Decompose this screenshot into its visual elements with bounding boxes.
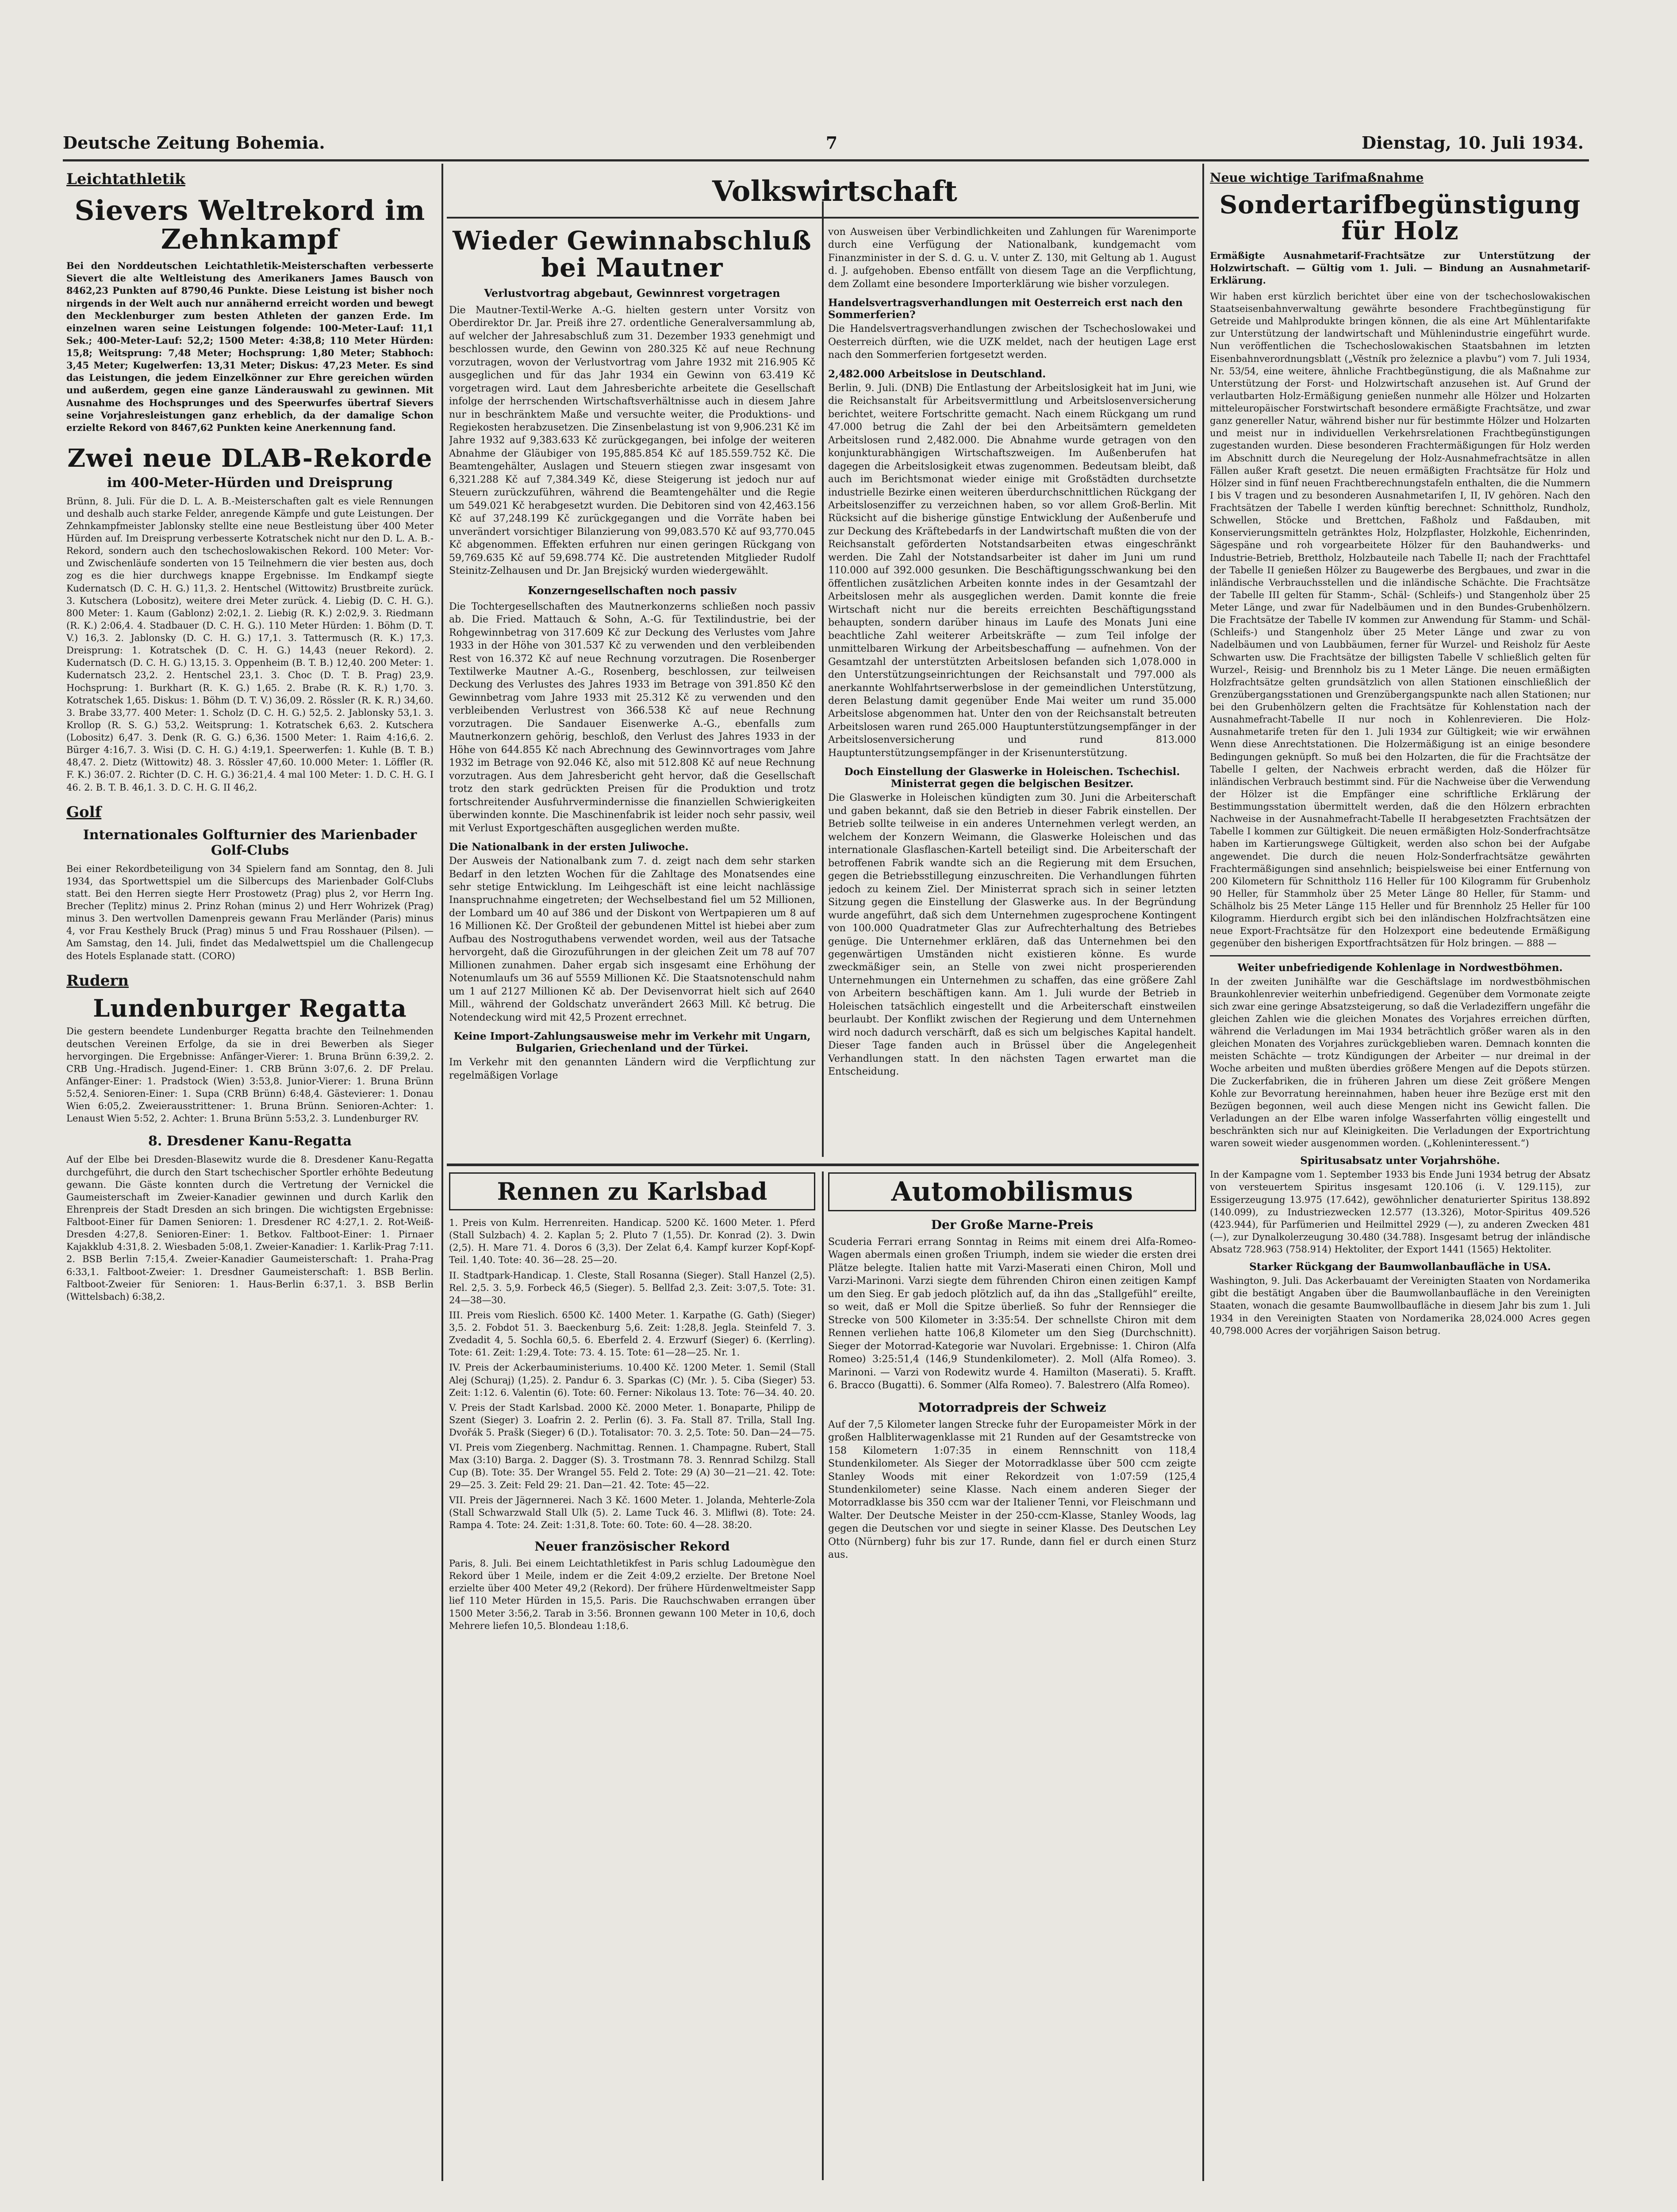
issue-date: Dienstag, 10. Juli 1934.: [1362, 133, 1584, 153]
headline-dlab-records: Zwei neue DLAB-Rekorde: [67, 443, 433, 473]
column-economy-right: [828, 226, 1196, 1159]
article-coal: In der zweiten Junihälfte war die Geschäftslage im nordwestböhmischen Braunkohlenrevier weiterhin unbefriedigend. Gegenüber dem Vormonate zeigte sich zwar eine geringe Absatzsteigerung, so daß die Verladeziffern ungefähr die gleichen Zahlen wie die gleichen Monates des Vorjahres erreichen dürften, während die Verladungen im Mai 1934 beträchtlich größer waren als in den gleichen Monaten des Vorjahres zurückgeblieben waren. Demnach konnten die meisten Schächte — trotz Kündigungen der Arbeiter — nur dreimal in der Woche arbeiten und mußten überdies größere Mengen auf die Depots stürzen. Die Zuckerfabriken, die in früheren Jahren um diese Zeit größere Mengen Kohle zur Bevorratung hereinnahmen, haben heuer ihre Bezüge erst mit den Bezügen begonnen, weil auch diese Mengen nicht ins Gewicht fallen. Die Verladungen an der Elbe waren infolge Wasserfahrten völlig eingestellt und beschränkten sich nur auf Kleinigkeiten. Die Verladungen der Exportrichtung waren soweit wieder ausgenommen worden. („Kohleninteressent.“): [1210, 976, 1590, 1149]
race-5: V. Preis der Stadt Karlsbad. 2000 Kč. 2000 Meter. 1. Bonaparte, Philipp de Szent (Sieger) 3. Loafrin 2. 2. Perlin (6). 3. Fa. Stall 87. Trilla, Stall Ing. Dvořák 5. Prašk (Sieger) 6 (D.). Totalisator: 70. 3. 2,5. Tote: 50. Dan—24—75.: [449, 1402, 815, 1438]
article-mautner: Die Mautner-Textil-Werke A.-G. hielten gestern unter Vorsitz von Oberdirektor Dr. Jar. Preiß ihre 27. ordentliche Generalversammlung ab, auf welcher der Jahresabschluß zum 31. Dezember 1933 genehmigt und beschlossen wurde, den Gewinn von 280.325 Kč auf neue Rechnung vorzutragen, wovon der Verlustvortrag vom Jahre 1932 mit 216.905 Kč ausgeglichen und für das Jahr 1934 ein Gewinn von 63.419 Kč vorgetragen wird. Laut dem Jahresberichte arbeitete die Gesellschaft infolge der herrschenden Wirtschaftsverhältnisse auch in diesem Jahre nur in beschränktem Maße und versuchte weiter, die Produktions- und Regiekosten herabzusetzen. Die Zinsenbelastung ist von 9,906.231 Kč im Jahre 1932 auf 9,383.633 Kč zurückgegangen, bei infolge der weiteren Abnahme der Gläubiger von 195,885.854 Kč auf 185.559.752 Kč. Die Beamtengehälter, Auslagen und Steuern stiegen zwar insgesamt von 6,321.288 Kč auf 7,384.349 Kč, diese Steigerung ist jedoch nur auf Steuern zurückzuführen, während die Beamtengehälter und die Regie um 549.021 Kč herabgesetzt wurden. Die Debitoren sind von 42,463.156 Kč auf 37,248.199 Kč zurückgegangen und die Vorräte haben bei unverändert vorsichtiger Bilanzierung von 99,083.570 Kč auf 93,770.045 Kč abgenommen. Effekten erfuhren nur einen geringen Rückgang von 59,769.635 Kč auf 59,698.774 Kč. Die austretenden Mitglieder Rudolf Steinitz-Zelhausen und Dr. Jan Brejsický wurden wiedergewählt.: [449, 304, 815, 577]
banner-motoring: Automobilismus: [828, 1172, 1196, 1211]
article-austria: Die Handelsvertragsverhandlungen zwischen der Tschechoslowakei und Oesterreich dürften, wie die UZK meldet, nach der heutigen Lage erst nach den Sommerferien fortgesetzt werden.: [828, 323, 1196, 361]
subhead-unemployed: 2,482.000 Arbeitslose in Deutschland.: [828, 368, 1046, 380]
column4-divider: [1210, 955, 1590, 956]
article-timber-tariff: Wir haben erst kürzlich berichtet über eine von der tschechoslowakischen Staatseisenbahnverwaltung gewährte besondere Frachtbegünstigung für Getreide und Mahlprodukte bringen können, die als eine Art Mühlentarifakte zur Unterstützung der landwirtschaft und Mühlenindustrie eingeführt wurde. Nun veröffentlichen die Tschechoslowakischen Staatsbahnen im letzten Eisenbahnverordnungsblatt („Věstník pro železnice a plavbu“) vom 7. Juli 1934, Nr. 53/54, eine weitere, ähnliche Frachtbegünstigung, die als Maßnahme zur Unterstützung der Forst- und Holzwirtschaft anzusehen ist. Auf Grund der verlautbarten Holz-Ermäßigung genießen nunmehr alle Hölzer und Holzarten mitteleuropäischer Forstwirtschaft besondere ermäßigte Frachtsätze, und zwar ganz genereller Natur, während bisher nur für bestimmte Hölzer und Holzarten und meist nur in individuellen Verkehrsrelationen Frachtbegünstigungen zugestanden wurden. Diese besonderen Frachtermäßigungen für Holz werden im Abschnitt durch die Neuregelung der Holz-Ausnahmefrachtsätze in allen Fällen außer Kraft gesetzt. Die neuen ermäßigten Frachtsätze für Holz und Hölzer sind in fünf neuen Frachtberechnungstafeln enthalten, die die Nummern I bis V tragen und zu besonderen Ausnahmetarifen I, II, IV gehören. Nach den Frachtsätzen der Tabelle I werden künftig berechnet: Schnittholz, Rundholz, Schwellen, Stöcke und Brettchen, Faßholz und Faßdauben, mit Konservierungsmitteln getränktes Holz, Holzpflaster, Holzkohle, Eichenrinden, Sägespäne und roh vorgearbeitete Hölzer für den Bauhandwerks- und Industrie-Betrieb, Brettholz, Holzbauteile nach Tabelle II; nach der Frachttafel der Tabelle II genießen Hölzer zu Baugewerbe des Bergbaues, und zwar in die inländische Verbrauchsstellen und die inländische Schächte. Die Frachtsätze der Tabelle III gelten für Stamm-, Schäl- (Schleifs-) und Stangenholz über 25 Meter Länge, und zwar für Nadelbäumen und in den Bundes-Grubenhölzern. Die Frachtsätze der Tabelle IV kommen zur Anwendung für Stamm- und Schäl- (Schleifs-) und Stangenholz über 25 Meter Länge und zwar zu von Nadelbäumen und von Laubbäumen, ferner für Wurzel- und Reisholz für Aeste Schwarten usw. Die Frachtsätze der billigsten Tabelle V schließlich gelten für Wurzel-, Reisig- und Brennholz bis zu 1 Meter Länge. Die neuen ermäßigten Holzfrachtsätze gelten grundsätzlich von allen Stationen einschließlich der Grenzübergangsstationen und Grenzübergangspunkte nach allen Stationen; nur bei den Grubenhölzern gelten die Frachtsätze für Kohlenstation nach der Ausnahmefracht-Tabelle II nur noch in Kohlenrevieren. Die Holz-Ausnahmetarife treten für den 1. Juli 1934 zur Gültigkeit; wie wir erwähnen Wenn diese Anrechtstationen. Die Holzermäßigung ist an einige besondere Bedingungen geknüpft. So muß bei den Holzarten, die für die Frachtsätze der Tabelle I gelten, der Nachweis erbracht werden, daß die Hölzer für inländischen Verbrauch bestimmt sind. Für die Nachweise über die Verwendung der Hölzer ist die Empfänger eine schriftliche Erklärung der Bestimmungsstation übermittelt werden, daß die den Hölzern erbrachten Nachweise in der Ausnahmefracht-Tabelle II herabgesetzten Frachtsätzen der Tabelle I kommen zur Gültigkeit. Die neuen ermäßigten Holz-Sonderfrachtsätze haben im Kartierungswege Gültigkeit, werden also schon bei der Aufgabe angewendet. Die durch die neuen Holz-Sonderfrachtsätze gewährten Frachtermäßigungen sind ansehnlich; beispielsweise bei einer Entfernung von 200 Kilometern für Schnittholz 116 Heller für 100 Kilogramm für Grubenholz 90 Heller, für Stammholz über 25 Meter Länge 80 Heller, für Stamm- und Schälholz bis 25 Meter Länge 115 Heller und für Brennholz 25 Heller für 100 Kilogramm. Hierdurch ergibt sich bei den inländischen Holzfrachtsätzen eine neue Export-Frachtsätze für den Holzexport eine bedeutende Ermäßigung gegenüber den bisherigen Exportfrachtsätzen für Holz bringen. — 888 —: [1210, 291, 1590, 949]
subhead-glassworks: Doch Einstellung der Glaswerke in Holeischen. Tschechisl. Ministerrat gegen die belgischen Besitzer.: [844, 766, 1180, 790]
article-glassworks: Die Glaswerke in Holeischen kündigten zum 30. Juni die Arbeiterschaft und gaben bekannt, daß sie den Betrieb in dieser Fabrik einstellen. Der Betrieb sollte teilweise in ein anderes Unternehmen verlegt werden, an welchem der Konzern Weimann, die Glaswerke Holeischen und das internationale Glasflaschen-Kartell beteiligt sind. Die Arbeiterschaft der betroffenen Fabrik wandte sich an die Regierung mit dem Ersuchen, gegen die Betriebsstillegung einzuschreiten. Die Verhandlungen führten jedoch zu keinem Ziel. Der Ministerrat sprach sich in seiner letzten Sitzung gegen die Einstellung der Glaswerke aus. In der Begründung wurde angeführt, daß sich dem Unternehmen zugesprochene Kontingent von 100.000 Quadratmeter Glas zur Aufrechterhaltung des Betriebes genüge. Die Unternehmer erklären, daß das Unternehmen bei den gegenwärtigen Umständen nicht existieren könne. Es wurde zweckmäßiger sein, an Stelle von zwei nicht prosperierenden Unternehmungen ein Unternehmen zu schaffen, das eine größere Zahl von Arbeitern beschäftigen kann. Am 1. Juli wurde der Betrieb in Holeischen tatsächlich eingestellt und die Arbeiterschaft einstweilen beurlaubt. Der Konflikt zwischen der Regierung und dem Unternehmen wird noch dadurch verschärft, daß es sich um belgisches Kapital handelt. Dieser Tage fanden auch in Brüssel über die Angelegenheit Verhandlungen statt. In den nächsten Tagen erwartet man die Entscheidung.: [828, 792, 1196, 1078]
article-import-cont: von Ausweisen über Verbindlichkeiten und Zahlungen für Warenimporte durch eine Verfügung der Nationalbank, kundgemacht vom Finanzminister in der S. d. G. u. V. unter Z. 130, mit Geltung ab 1. August d. J. aufgehoben. Ebenso entfällt von diesem Tage an die Verpflichtung, dem Zollamt eine besondere Importerklärung wie bisher vorzulegen.: [828, 227, 1196, 290]
race-4: IV. Preis der Ackerbauministeriums. 10.400 Kč. 1200 Meter. 1. Semil (Stall Alej (Schuraj) (1,25). 2. Pandur 6. 3. Sparkas (C) (Mr. ). 5. Ciba (Sieger) 53. Zeit: 1:12. 6. Valentin (6). Tote: 60. Ferner: Nikolaus 13. Tote: 76—34. 40. 20.: [449, 1362, 815, 1398]
article-unemployed: Berlin, 9. Juli. (DNB) Die Entlastung der Arbeitslosigkeit hat im Juni, wie die Reichsanstalt für Arbeitsvermittlung und Arbeitslosenversicherung berichtet, weitere Fortschritte gemacht. Nach einem Rückgang um rund 47.000 betrug die Zahl der bei den Arbeitsämtern gemeldeten Arbeitslosen rund 2,482.000. Die Abnahme wurde getragen von den konjunkturabhängigen Wirtschaftszweigen. Im Außenberufen hat dagegen die Arbeitslosigkeit etwas zugenommen. Bedeutsam bleibt, daß auch im Berichtsmonat wieder einige mit Großstädten durchsetzte industrielle Bezirke einen weiteren überdurchschnittlichen Rückgang der Arbeitslosenziffer zu verzeichnen haben, so vor allem Groß-Berlin. Mit Rücksicht auf die bisherige günstige Entwicklung der Außenberufe und zur Deckung des Kräftebedarfs in der Landwirtschaft mußten die von der Reichsanstalt geförderten Notstandsarbeiten etwas eingeschränkt werden. Die Zahl der Notstandsarbeiter ist daher im Juni um rund 110.000 auf 392.000 gesunken. Die Beschäftigungsschwankung bei den öffentlichen zusätzlichen Arbeiten konnte indes in der Gesamtzahl der Arbeitslosen mehr als ausgeglichen werden. Damit konnte die freie Wirtschaft nicht nur die bereits erreichten Beschäftigungsstand behaupten, sondern darüber hinaus im Laufe des Monats Juni eine beachtliche Zahl weiterer Arbeitskräfte — zum Teil infolge der unmittelbaren Wirkung der Arbeitsbeschaffung — aufnehmen. Von der Gesamtzahl der unterstützten Arbeitslosen befanden sich 1,078.000 in den Unterstützungseinrichtungen der Reichsanstalt und 797.000 als anerkannte Wohlfahrtserwerbslose in der gemeindlichen Unterstützung, deren Belastung damit gegenüber Ende Mai weiter um rund 35.000 Arbeitslose abgenommen hat. Unter den von der Reichsanstalt betreuten Arbeitslosen waren rund 265.000 Hauptunterstützungsempfänger in der Arbeitslosenversicherung und rund 813.000 Hauptunterstützungsempfänger in der Krisenunterstützung.: [828, 382, 1196, 759]
lead-timber-tariff: Ermäßigte Ausnahmetarif-Frachtsätze zur Unterstützung der Holzwirtschaft. — Gültig vom 1. Juli. — Bindung an Ausnahmetarif-Erklärung.: [1210, 250, 1590, 286]
article-french-record: Paris, 8. Juli. Bei einem Leichtathletikfest in Paris schlug Ladoumègue den Rekord über 1 Meile, indem er die Zeit 4:09,2 erzielte. Der Bretone Noel erzielte über 400 Meter 49,2 (Rekord). Der frühere Hürdenweltmeister Sapp lief 110 Meter Hürden in 15,5. Paris. Die Rauchschwaben errangen über 1500 Meter 3:56,2. Tarab in 3:56. Bronnen gewann 100 Meter in 10,6, doch Mehrere liefen 10,5. Blondeau 1:18,6.: [449, 1558, 815, 1631]
article-swiss-motorcycle: Auf der 7,5 Kilometer langen Strecke fuhr der Europameister Mörk in der großen Halbliterwagenklasse mit 21 Runden auf der Gesamtstrecke von 158 Kilometern 1:07:35 in einem Rennschnitt von 118,4 Stundenkilometer. Als Sieger der Motorradklasse über 500 ccm zeigte Stanley Woods mit einer Rekordzeit von 1:07:59 (125,4 Stundenkilometer) seine Klasse. Nach einem anderen Sieger der Motorradklasse bis 350 ccm war der Italiener Tenni, vor Fleischmann und Walter. Der Deutsche Meister in der 250-ccm-Klasse, Stanley Woods, lag gegen die Deutschen vor und siegte in seiner Klasse. Des Deutschen Ley Otto (Nürnberg) fuhr bis zur 17. Runde, dann fiel er durch einen Sturz aus.: [828, 1419, 1196, 1561]
article-import: Im Verkehr mit den genannten Ländern wird die Verpflichtung zur regelmäßigen Vorlage: [449, 1057, 815, 1081]
article-canoe: Auf der Elbe bei Dresden-Blasewitz wurde die 8. Dresdener Kanu-Regatta durchgeführt, die durch den Start tschechischer Sportler erhöhte Bedeutung gewann. Die Gäste konnten durch die Vertretung der Vernickel die Gaumeisterschaft im Zweier-Kanadier gewinnen und durch Karlik den Ehrenpreis der Stadt Dresden an sich bringen. Die wichtigsten Ergebnisse: Faltboot-Einer für Damen Senioren: 1. Dresdener RC 4:27,1. 2. Rot-Weiß-Dresden 4:27,8. Senioren-Einer: 1. Betkov. Faltboot-Einer: 1. Pirnaer Kajakklub 4:31,8. 2. Wiesbaden 5:08,1. Zweier-Kanadier: 1. Karlik-Prag 7:11. 2. BSB Berlin 7:15,4. Zweier-Kanadier Gaumeisterschaft: 1. Praha-Prag 6:33,1. Faltboot-Zweier: 1. Dresdner Gaumeisterschaft: 1. BSB Berlin. Faltboot-Zweier für Senioren: 1. Haus-Berlin 6:37,1. 3. BSB Berlin (Wittelsbach) 6:38,2.: [66, 1154, 434, 1302]
headline-marne: Der Große Marne-Preis: [931, 1217, 1094, 1232]
column-economy-left: [449, 226, 815, 1159]
headline-sievers: Sievers Weltrekord im Zehnkampf: [74, 194, 426, 256]
race-3: III. Preis vom Rieslich. 6500 Kč. 1400 Meter. 1. Karpathe (G. Gath) (Sieger) 3,5. 2. Fobdot 51. 3. Baeckenburg 5,6. Zeit: 1:28,8. Jegla. Steinfeld 7. 3. Zvedadit 4, 5. Sochla 60,5. 6. Eberfeld 2. 4. Erzwurf (Sieger) 6. (Kerrling). Tote: 61. Zeit: 1:29,4. Tote: 73. 4. 15. Tote: 61—28—25. Nr. 1.: [449, 1310, 815, 1358]
subhead-nationalbank: Die Nationalbank in der ersten Juliwoche.: [449, 841, 689, 853]
section-label-rowing: Rudern: [66, 972, 129, 990]
article-spirits: In der Kampagne vom 1. September 1933 bis Ende Juni 1934 betrug der Absatz von versteuertem Spiritus insgesamt 120.106 (i. V. 129.115), zur Essigerzeugung 13.975 (17.642), gewöhnlicher denaturierter Spiritus 138.892 (140.099), zu Industriezwecken 12.577 (13.326), Motor-Spiritus 409.526 (423.944), für Parfümerien und Heilmittel 2929 (—), zu anderen Zwecken 481 (—), zur Dynalkolerzeugung 30.480 (34.788). Insgesamt betrug der inländische Absatz 728.963 (758.914) Hektoliter, der Export 1441 (1565) Hektoliter.: [1210, 1169, 1590, 1255]
race-1: 1. Preis von Kulm. Herrenreiten. Handicap. 5200 Kč. 1600 Meter. 1. Pferd (Stall Sulzbach) 4. 2. Kaplan 5; 2. Pluto 7 (1,55). Dr. Konrad (2). 3. Dwin (2,5). H. Mare 71. 4. Doros 6 (3,3). Der Zelat 6,4. Kampf kurzer Kopf-Kopf-Teil. 1,40. Tote: 40. 36—28. 25—20.: [449, 1217, 815, 1266]
article-marne: Scuderia Ferrari errang Sonntag in Reims mit einem drei Alfa-Romeo-Wagen abermals einen großen Triumph, indem sie wieder die ersten drei Plätze belegte. Italien hatte mit Varzi-Maserati einen Chiron, Moll und Varzi-Marinoni. Varzi siegte dem führenden Chiron einen zeitigen Kampf um den Sieg. Er gab jedoch plötzlich auf, da ihn das „Stallgefühl“ ereilte, so weit, daß er Moll die Spitze überließ. So fuhr der Rennsieger die Strecke von 500 Kilometer in 3:35:54. Der schnellste Chiron mit dem Rennen verliehen hatte 106,8 Kilometer um den Sieg (Durchschnitt). Sieger der Motorrad-Kategorie war Nuvolari. Ergebnisse: 1. Chiron (Alfa Romeo) 3:25:51,4 (146,9 Stundenkilometer). 2. Moll (Alfa Romeo). 3. Marinoni. — Varzi von Rodewitz wurde 4. Hamilton (Maserati). 5. Krafft. 6. Bracco (Bugatti). 6. Sommer (Alfa Romeo). 7. Balestrero (Alfa Romeo).: [828, 1237, 1196, 1391]
subhead-coal: Weiter unbefriedigende Kohlenlage in Nordwestböhmen.: [1237, 961, 1563, 974]
section-label-tariff: Neue wichtige Tarifmaßnahme: [1210, 170, 1424, 185]
column-motoring: [828, 1172, 1196, 2177]
headline-golf: Internationales Golfturnier des Marienbader Golf-Clubs: [83, 827, 417, 858]
race-2: II. Stadtpark-Handicap. 1. Cleste, Stall Rosanna (Sieger). Stall Hanzel (2,5). Rel. 2,5. 3. 5,9. Forbeck 46,5 (Sieger). 5. Bellfad 2,3. Zeit: 3:07,5. Tote: 31. 24—38—30.: [449, 1270, 815, 1306]
column-rule-1: [441, 164, 443, 2181]
race-6: VI. Preis vom Ziegenberg. Nachmittag. Rennen. 1. Champagne. Rubert, Stall Max (3:10) Barga. 2. Dagger (S). 3. Trostmann 78. 3. Rennrad Schilzg. Stall Cup (B). Tote: 35. Der Wrangel 55. Feld 2. Tote: 29 (A) 30—21—21. 42. Tote: 29—25. 3. Zeit: Feld 29: 21. Dan—21. 42. Tote: 45—22.: [449, 1442, 815, 1490]
article-dlab: Brünn, 8. Juli. Für die D. L. A. B.-Meisterschaften galt es viele Rennungen und deshalb auch starke Felder, anregende Kämpfe und gute Leistungen. Der Zehnkampfmeister Jablonsky stellte eine neue Bestleistung über 400 Meter Hürden auf. Im Dreisprung verbesserte Kotratschek nicht nur den D. L. A. B.-Rekord, sondern auch den tschechoslowakischen Rekord. 100 Meter: Vor- und Zwischenläufe sonderten von 15 Teilnehmern die vier besten aus, doch zog es die hier durchwegs knappe Ergebnisse. Im Endkampf siegte Kudernatsch (D. C. H. G.) 11,3. 2. Hentschel (Wittowitz) Brustbreite zurück. 3. Kutschera (Lobositz), weitere drei Meter zurück. 4. Liebig (D. C. H. G.). 800 Meter: 1. Kaum (Gablonz) 2:02,1. 2. Liebig (R. K.) 2:02,9. 3. Riedmann (R. K.) 2:06,4. 4. Stadbauer (D. C. H. G.). 110 Meter Hürden: 1. Böhm (D. T. V.) 16,3. 2. Jablonsky (D. C. H. G.) 17,1. 3. Tattermusch (R. K.) 17,3. Dreisprung: 1. Kotratschek (D. C. H. G.) 14,43 (neuer Rekord). 2. Kudernatsch (D. C. H. G.) 13,15. 3. Oppenheim (B. T. B.) 12,40. 200 Meter: 1. Kudernatsch 23,2. 2. Hentschel 23,1. 3. Choc (D. T. B. Prag) 23,9. Hochsprung: 1. Burkhart (R. K. G.) 1,65. 2. Brabe (R. K. R.) 1,70. 3. Kotratschek 1,65. Diskus: 1. Böhm (D. T. V.) 36,09. 2. Rössler (R. K. R.) 34,60. 3. Brabe 33,77. 400 Meter: 1. Scholz (D. C. H. G.) 52,5. 2. Jablonsky 53,1. 3. Krollop (R. S. G.) 53,2. Weitsprung: 1. Kotratschek 6,63. 2. Kutschera (Lobositz) 6,47. 3. Denk (R. G. G.) 6,36. 1500 Meter: 1. Raim 4:16,6. 2. Bürger 4:16,7. 3. Wisi (D. C. H. G.) 4:19,1. Speerwerfen: 1. Kuhle (B. T. B.) 48,47. 2. Dietz (Wittowitz) 48. 3. Rössler 47,60. 10.000 Meter: 1. Löffler (R. F. K.) 36:07. 2. Richter (D. C. H. G.) 36:21,4. 4 mal 100 Meter: 1. D. C. H. G. I 46. 2. B. T. B. 46,1. 3. D. C. H. G. II 46,2.: [66, 495, 434, 793]
page-number: 7: [825, 133, 838, 153]
article-regatta: Die gestern beendete Lundenburger Regatta brachte den Teilnehmenden deutschen Vereinen Erfolge, da sie in drei Bewerben als Sieger hervorgingen. Die Ergebnisse: Anfänger-Vierer: 1. Bruna Brünn 6:39,2. 2. CRB Ung.-Hradisch. Jugend-Einer: 1. CRB Brünn 3:07,6. 2. DF Prelau. Anfänger-Einer: 1. Pradstock (Wien) 3:53,8. Junior-Vierer: 1. Bruna Brünn 5:52,4. Senioren-Einer: 1. Supa (CRB Brünn) 6:48,4. Gästevierer: 1. Donau Wien 6:05,2. Zweierausstrittener: 1. Bruna Brünn. Senioren-Achter: 1. Lenaust Wien 5:52, 2. Achter: 1. Bruna Brünn 5:53,2. 3. Lundenburger RV.: [66, 1026, 434, 1124]
headline-french-record: Neuer französischer Rekord: [534, 1539, 730, 1554]
headline-swiss-motorcycle: Motorradpreis der Schweiz: [918, 1400, 1106, 1415]
article-cotton: Washington, 9. Juli. Das Ackerbauamt der Vereinigten Staaten von Nordamerika gibt die bestätigt Angaben über die Baumwollanbaufläche in den Vereinigten Staaten, wonach die gesamte Baumwollbaufläche in diesem Jahr bis zum 1. Juli 1934 in den Vereinigten Staaten von Nordamerika 28,024.000 Acres gegen 40,798.000 Acres der vorjährigen Saison betrug.: [1210, 1275, 1590, 1336]
headline-regatta: Lundenburger Regatta: [93, 994, 407, 1022]
race-7: VII. Preis der Jägernnerei. Nach 3 Kč. 1600 Meter. 1. Jolanda, Mehterle-Zola (Stall Schwarzwald Stall Ulk (5). 2. Lame Tuck 46. 3. Mliflwi (8). Tote: 24. Rampa 4. Tote: 24. Zeit: 1:31,8. Tote: 60. Tote: 60. 4—28. 38:20.: [449, 1494, 815, 1530]
column-racing: [449, 1172, 815, 2177]
headline-mautner: Wieder Gewinnabschluß bei Mautner: [453, 226, 812, 283]
subhead-spirits: Spiritusabsatz unter Vorjahrshöhe.: [1300, 1155, 1500, 1167]
economy-rule: [447, 217, 1199, 219]
article-golf: Bei einer Rekordbeteiligung von 34 Spielern fand am Sonntag, den 8. Juli 1934, das Sportwettspiel um die Silbercups des Marienbader Golf-Clubs statt. Bei den Herren siegte Herr Prostowetz (Prag) plus 2, vor Herrn Ing. Brecher (Teplitz) minus 2. Prinz Rohan (minus 2) und Herr Wohrizek (Prag) minus 3. Den wertvollen Damenpreis gewann Frau Merländer (Paris) minus 4, vor Frau Kesthely Bruck (Prag) minus 5 und Frau Rosshauer (Pilsen). — Am Samstag, den 14. Juli, findet das Medalwettspiel um die Challengecup des Hotels Esplanade statt. (CORO): [66, 863, 434, 961]
masthead-title: Deutsche Zeitung Bohemia.: [63, 133, 325, 153]
subhead-austria: Handelsvertragsverhandlungen mit Oesterreich erst nach den Sommerferien?: [828, 297, 1183, 321]
subhead-mautner: Verlustvortrag abgebaut, Gewinnrest vorgetragen: [484, 286, 780, 300]
subhead-dlab: im 400-Meter-Hürden und Dreisprung: [107, 475, 393, 491]
lower-rule: [447, 1164, 1199, 1166]
headline-canoe: 8. Dresdener Kanu-Regatta: [148, 1133, 352, 1149]
lead-sievers: Bei den Norddeutschen Leichtathletik-Meisterschaften verbesserte Sievert die alte Weltleistung des Amerikaners James Bausch von 8462,23 Punkten auf 8790,46 Punkte. Diese Leistung ist bisher noch nirgends in der Welt auch nur annähernd erreicht worden und bewegt den Mecklenburger zum besten Athleten der ganzen Erde. Im einzelnen waren seine Leistungen folgende: 100-Meter-Lauf: 11,1 Sek.; 400-Meter-Lauf: 52,2; 1500 Meter: 4:38,8; 110 Meter Hürden: 15,8; Weitsprung: 7,48 Meter; Hochsprung: 1,80 Meter; Stabhoch: 3,45 Meter; Kugelwerfen: 13,31 Meter; Diskus: 47,23 Meter. Es sind das Leistungen, die jedem Einzelkönner zur Ehre gereichen würden und außerdem, gegen eine ganze Länderauswahl zu gewinnen. Mit Ausnahme des Hochsprunges und des Speerwurfes übertraf Sievers seine Vorjahresleistungen ganz erheblich, da der damalige Schon erzielte Rekord von 8467,62 Punkten keine Anerkennung fand.: [66, 260, 434, 433]
section-label-athletics: Leichtathletik: [66, 170, 185, 188]
subhead-import: Keine Import-Zahlungsausweise mehr im Verkehr mit Ungarn, Bulgarien, Griechenland und der Türkei.: [453, 1030, 811, 1055]
article-concern: Die Tochtergesellschaften des Mautnerkonzerns schließen noch passiv ab. Die Fried. Mattauch & Sohn, A.-G. für Textilindustrie, bei der Rohgewinnbetrag von 317.609 Kč zur Deckung des Verlustes vom Jahre 1933 in der Höhe von 301.537 Kč zu verwenden und den verbleibenden Rest von 16.372 Kč auf neue Rechnung vorzutragen. Die Rosenberger Textilwerke Mautner A.-G., Rosenberg, beschlossen, zur teilweisen Deckung des Verlustes des Jahres 1933 im Betrage von 391.850 Kč den Gewinnbetrag vom Jahre 1933 mit 25.312 Kč zu verwenden und den verbleibenden Verlustrest von 366.538 Kč auf neue Rechnung vorzutragen. Die Sandauer Eisenwerke A.-G., ebenfalls zum Mautnerkonzern gehörig, beschloß, den Verlust des Jahres 1933 in der Höhe von 644.855 Kč nach Abrechnung des Gewinnvortrages vom Jahre 1932 im Betrage von 92.046 Kč, also mit 512.808 Kč auf neue Rechnung vorzutragen. Aus dem Jahresbericht geht hervor, daß die Gesellschaft trotz den stark gedrückten Preisen für die Produktion und trotz fortschreitender Ausfuhrvermindernisse die finanziellen Schwierigkeiten überwinden konnte. Die Maschinenfabrik ist leider noch sehr passiv, weil mit Verlust Exportgeschäften ausgeglichen werden mußte.: [449, 601, 815, 834]
banner-economy: Volkswirtschaft: [712, 175, 957, 208]
section-label-golf: Golf: [66, 803, 102, 821]
header-rule: [63, 159, 1589, 161]
column-rule-2: [822, 201, 824, 1157]
subhead-concern: Konzerngesellschaften noch passiv: [528, 584, 737, 597]
column-tariffs: [1210, 170, 1590, 2179]
subhead-cotton: Starker Rückgang der Baumwollanbaufläche in USA.: [1249, 1261, 1551, 1273]
column-rule-3: [1202, 164, 1204, 2181]
article-nationalbank: Der Ausweis der Nationalbank zum 7. d. zeigt nach dem sehr starken Bedarf in den letzten Wochen für die Zahltage des Monatsendes eine sehr stetige Entwicklung. Im Leihgeschäft ist eine leicht nachlässige Inanspruchnahme eingetreten; der Wechselbestand fiel um 52 Millionen, der Lombard um 40 auf 386 und der Diskont von Wertpapieren um 8 auf 16 Millionen Kč. Der Großteil der gebundenen Mittel ist hiebei aber zum Aufbau des Nostroguthabens verwendet worden, weil aus der Tatsache hervorgeht, daß die Girozuführungen in der gleichen Zeit um 78 auf 707 Millionen zunahmen. Daher ergab sich insgesamt eine Erhöhung der Notenumlaufs um 36 auf 5559 Millionen Kč. Die Staatsnotenschuld nahm um 1 auf 2127 Millionen Kč ab. Der Devisenvorrat hielt sich auf 2640 Mill., während der Goldschatz unverändert 2663 Mill. Kč betrug. Die Notendeckung wird mit 42,5 Prozent errechnet.: [449, 856, 815, 1023]
headline-timber-tariff: Sondertarifbegünstigung für Holz: [1219, 190, 1581, 246]
column-rule-lower: [822, 1171, 824, 2180]
column-sports: [66, 170, 434, 2179]
banner-racing: Rennen zu Karlsbad: [449, 1172, 815, 1210]
